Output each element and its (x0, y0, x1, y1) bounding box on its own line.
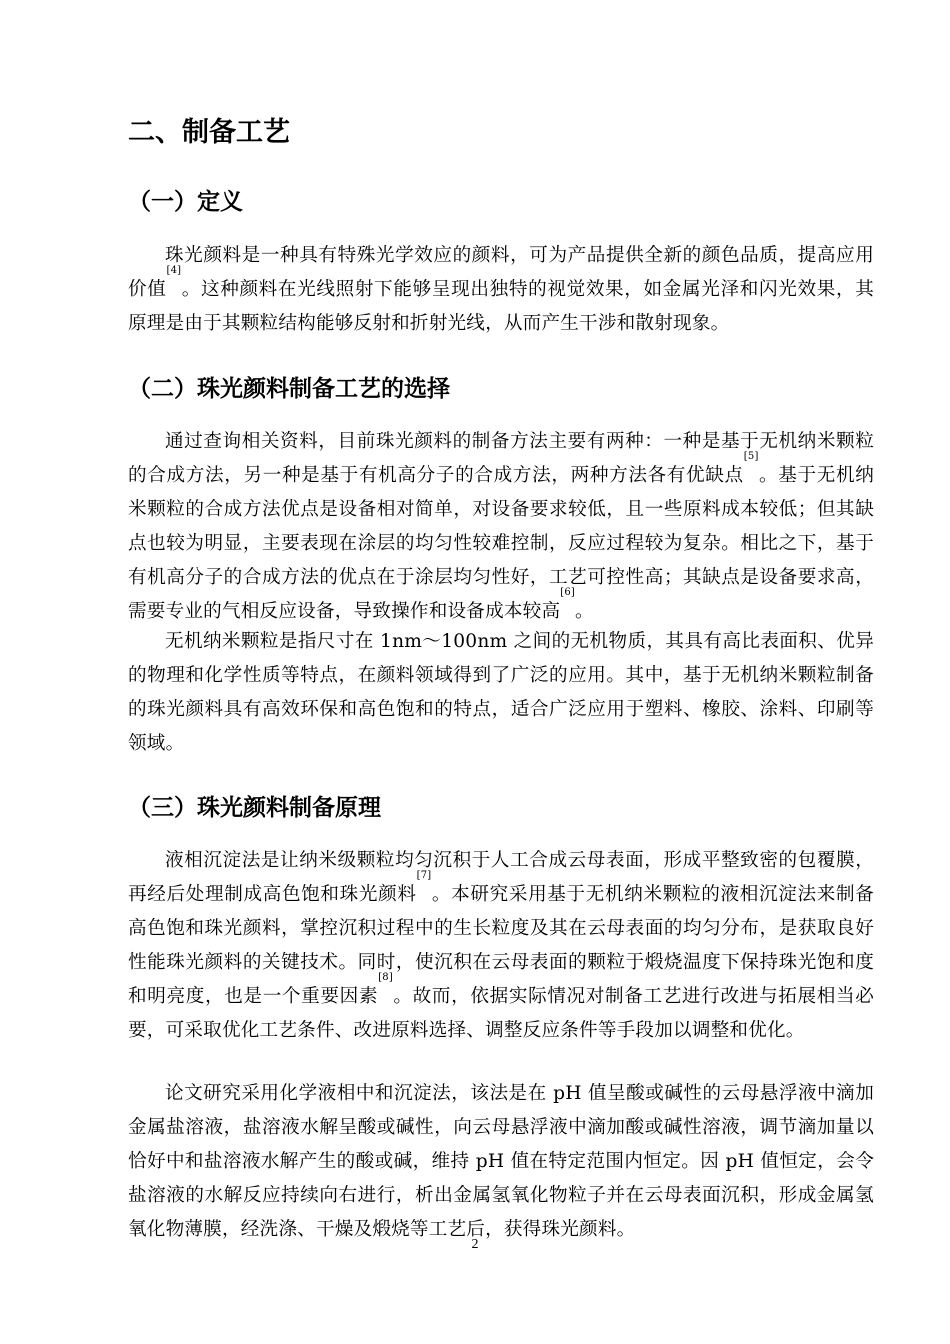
paragraph-text: 。 (575, 601, 594, 622)
paragraph-text: 珠光颜料是一种具有特殊光学效应的颜料，可为产品提供全新的颜色品质，提高应用价值 (128, 245, 874, 300)
paragraph-text: 。基于无机纳米颗粒的合成方法优点是设备相对简单，对设备要求较低，且一些原料成本较低；但其缺点也较为明显，主要表现在涂层的均匀性较难控制，反应过程较为复杂。相比之下，基于有机高分子的合成方法的优点在于涂层均匀性好，工艺可控性高；其缺点是设备要求高，需要专业的气相反应设备，导致操作和设备成本较高 (128, 465, 875, 622)
subsection-heading-definition: （一）定义 (128, 189, 243, 215)
paragraph (128, 625, 874, 761)
citation: [8] (378, 972, 393, 983)
paragraph-text: 。这种颜料在光线照射下能够呈现出独特的视觉效果，如金属光泽和闪光效果，其原理是由于其颗粒结构能够反射和折射光线，从而产生干涉和散射现象。 (128, 279, 875, 334)
paragraph (128, 844, 874, 1048)
paragraph-text: 通过查询相关资料，目前珠光颜料的制备方法主要有两种：一种是基于无机纳米颗粒的合成方法，另一种是基于有机高分子的合成方法，两种方法各有优缺点 (128, 431, 874, 486)
page-number: 2 (471, 1237, 479, 1252)
citation: [7] (416, 870, 432, 881)
paragraph (128, 239, 874, 341)
subsection-heading-process-selection: （二）珠光颜料制备工艺的选择 (128, 376, 450, 402)
paragraph (128, 1077, 874, 1247)
citation: [4] (166, 265, 182, 276)
citation: [5] (743, 451, 759, 462)
paragraph (128, 425, 874, 629)
paragraph-text: 。故而，依据实际情况对制备工艺进行改进与拓展相当必要，可采取优化工艺条件、改进原料选择、调整反应条件等手段加以调整和优化。 (128, 986, 874, 1041)
paragraph-text: 无机纳米颗粒是指尺寸在 1nm～100nm 之间的无机物质，其具有高比表面积、优异的物理和化学性质等特点，在颜料领域得到了广泛的应用。其中，基于无机纳米颗粒制备的珠光颜料具有高效环保和高色饱和的特点，适合广泛应用于塑料、橡胶、涂料、印刷等领域。 (128, 631, 874, 754)
subsection-heading-principle: （三）珠光颜料制备原理 (128, 795, 381, 821)
paragraph-text: 液相沉淀法是让纳米级颗粒均匀沉积于人工合成云母表面，形成平整致密的包覆膜，再经后处理制成高色饱和珠光颜料 (128, 850, 874, 905)
citation: [6] (560, 587, 576, 598)
section-title: 二、制备工艺 (128, 117, 290, 148)
paragraph-text: 。本研究采用基于无机纳米颗粒的液相沉淀法来制备高色饱和珠光颜料，掌控沉积过程中的生长粒度及其在云母表面的均匀分布，是获取良好性能珠光颜料的关键技术。同时，使沉积在云母表面的颗粒于煅烧温度下保持珠光饱和度和明亮度，也是一个重要因素 (128, 884, 874, 1007)
paragraph-text: 论文研究采用化学液相中和沉淀法，该法是在 pH 值呈酸或碱性的云母悬浮液中滴加金属盐溶液，盐溶液水解呈酸或碱性，向云母悬浮液中滴加酸或碱性溶液，调节滴加量以恰好中和盐溶液水解产生的酸或碱，维持 pH 值在特定范围内恒定。因 pH 值恒定，会令盐溶液的水解反应持续向右进行，析出金属氢氧化物粒子并在云母表面沉积，形成金属氢氧化物薄膜，经洗涤、干燥及煅烧等工艺后，获得珠光颜料。 (128, 1083, 874, 1240)
